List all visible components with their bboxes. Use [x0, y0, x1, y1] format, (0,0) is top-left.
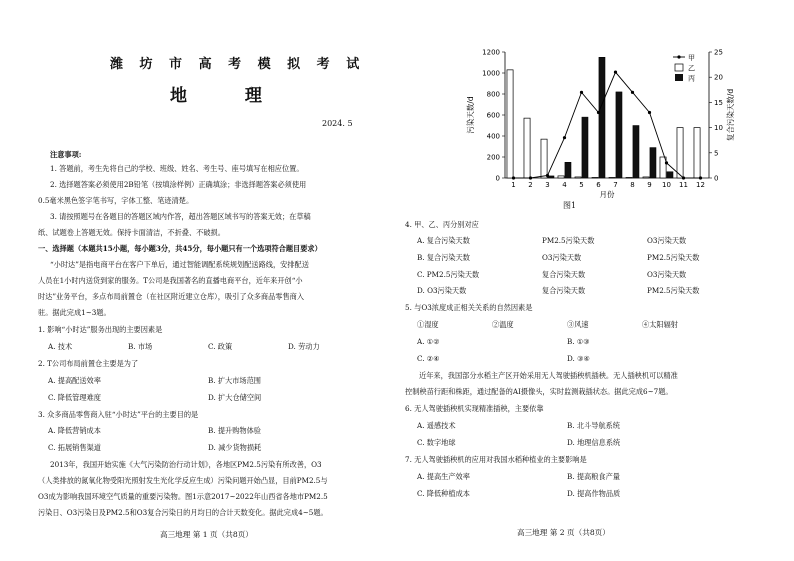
y2-tick-label: 20 [714, 73, 723, 82]
bar-bing [599, 57, 605, 178]
bar-yi [575, 177, 581, 178]
y2-tick-label: 5 [714, 149, 719, 158]
factor-item: ②温度 [492, 320, 514, 329]
y-tick-label: 200 [486, 153, 500, 162]
bar-yi [507, 70, 513, 178]
answer-option: C. 政策 [208, 342, 233, 351]
question-stem: 2. T公司布局前置仓主要是为了 [38, 359, 139, 368]
bar-bing [667, 172, 673, 178]
answer-option: 复合污染天数 [542, 286, 586, 295]
point-jia [580, 91, 583, 94]
exam-date: 2024. 5 [322, 119, 353, 128]
bar-yi [524, 118, 530, 178]
question-stem: 4. 甲、乙、丙分别对应 [405, 220, 479, 229]
answer-option: A. 复合污染天数 [417, 236, 470, 245]
notice-line: 纸、试题卷上答题无效。保持卡面清洁，不折叠、不破损。 [38, 228, 225, 237]
question-stem: 1. 影响“小时达”服务出现的主要因素是 [38, 325, 163, 334]
question-stem: 5. 与O3浓度成正相关关系的自然因素是 [405, 303, 533, 312]
y2-axis-title: 复合污染天数/d [726, 88, 735, 142]
y-tick-label: 0 [495, 174, 500, 183]
answer-option: A. ①② [417, 337, 440, 346]
bar-yi [541, 139, 547, 178]
answer-option: O3污染天数 [647, 236, 687, 245]
answer-option: A. 降低营销成本 [48, 426, 101, 435]
bar-yi [643, 177, 649, 178]
point-jia [614, 71, 617, 74]
passage-line: 污染日、O3污染日及PM2.5和O3复合污染日的月均日的合计天数变化。据此完成4~5题。 [38, 508, 328, 517]
notice-line: 2. 选择题答案必须使用2B铅笔（按填涂样例）正确填涂；非选择题答案必须使用 [50, 180, 307, 189]
answer-option: O3污染天数 [647, 270, 687, 279]
point-jia [682, 176, 685, 179]
question-stem: 7. 无人驾驶插秧机的应用对我国水稻种植业的主要影响是 [405, 455, 587, 464]
answer-option: C. 降低种植成本 [417, 489, 470, 498]
x-tick-label: 7 [613, 181, 618, 189]
answer-option: D. 减少货物损耗 [208, 443, 262, 452]
x-tick-label: 1 [511, 181, 516, 189]
answer-option: D. ③④ [567, 354, 590, 363]
y2-tick-label: 15 [714, 98, 723, 107]
point-jia [512, 176, 515, 179]
x-tick-label: 10 [662, 181, 671, 189]
legend-label-jia: 甲 [688, 54, 695, 62]
answer-option: D. 劳动力 [288, 342, 320, 351]
passage-line: 人员在1小时内送货到家的服务。T公司是我国著名的直播电商平台，近年来开创“小 [38, 276, 303, 285]
y-tick-label: 400 [486, 132, 500, 141]
answer-option: B. 市场 [128, 342, 153, 351]
factor-item: ①湿度 [417, 320, 439, 329]
answer-option: D. 地理信息系统 [567, 438, 621, 447]
y-tick-label: 1200 [482, 48, 500, 57]
y-tick-label: 1000 [482, 69, 500, 78]
passage-line: “小时达”是指电商平台在客户下单后，通过智能调配系统规划配送路线，安排配送 [50, 260, 309, 269]
notice-line: 3. 请按照题号在各题目的答题区域内作答，超出答题区域书写的答案无效；在草稿 [50, 212, 311, 221]
legend-label-bing: 丙 [688, 74, 695, 83]
x-tick-label: 4 [562, 181, 567, 189]
answer-option: 复合污染天数 [542, 270, 586, 279]
subject-title: 地 理 [170, 86, 288, 106]
bar-yi [694, 128, 700, 178]
point-jia [529, 176, 532, 179]
answer-option: C. PM2.5污染天数 [417, 270, 480, 279]
question-stem: 6. 无人驾驶插秧机实现精准插秧，主要依靠 [405, 404, 544, 413]
x-axis-title: 月份 [599, 190, 615, 199]
point-jia [699, 176, 702, 179]
answer-option: B. 扩大市场范围 [208, 376, 261, 385]
answer-option: PM2.5污染天数 [647, 253, 700, 262]
y2-tick-label: 25 [714, 48, 723, 57]
answer-option: C. 数字地球 [417, 438, 456, 447]
answer-option: B. 北斗导航系统 [567, 421, 620, 430]
y-tick-label: 600 [486, 111, 500, 120]
bar-bing [616, 92, 622, 178]
answer-option: B. 提升购物体验 [208, 426, 261, 435]
answer-option: B. 复合污染天数 [417, 253, 470, 262]
notice-line: 1. 答题前，考生先将自己的学校、班级、姓名、考生号、座号填写在相应位置。 [50, 164, 304, 173]
notice-line: 0.5毫米黑色签字笔书写，字体工整、笔迹清楚。 [38, 196, 194, 205]
figure-caption: 图1 [563, 201, 577, 210]
y-tick-label: 800 [486, 90, 500, 99]
y-axis-title: 污染天数/d [466, 96, 475, 134]
point-jia [631, 91, 634, 94]
point-jia [546, 174, 549, 177]
x-tick-label: 5 [579, 181, 584, 189]
bar-yi [626, 177, 632, 178]
answer-option: A. 技术 [48, 342, 73, 351]
passage-line: 时达”业务平台，多点布局前置仓（在社区附近建立仓库），吸引了众多商品零售商入 [38, 292, 305, 301]
answer-option: A. 提高生产效率 [417, 472, 470, 481]
answer-option: O3污染天数 [542, 253, 582, 262]
legend-swatch-bing [675, 74, 683, 81]
passage-line: O3成为影响我国环境空气质量的重要污染物。图1示意2017~2022年山西省各地市PM2.5 [38, 492, 328, 501]
exam-page-2 [397, 0, 794, 561]
page-footer: 高三地理 第 2 页（共8页） [517, 528, 610, 537]
factor-item: ③风速 [567, 320, 589, 329]
legend-label-yi: 乙 [688, 64, 695, 73]
bar-yi [592, 177, 598, 178]
answer-option: D. O3污染天数 [417, 286, 467, 295]
passage-line: 2013年，我国开始实施《大气污染防治行动计划》，各地区PM2.5污染有所改善，O3 [50, 460, 322, 469]
answer-option: A. 提高配送效率 [48, 376, 101, 385]
notice-heading: 注意事项: [50, 150, 82, 159]
answer-option: PM2.5污染天数 [542, 236, 595, 245]
x-tick-label: 3 [545, 181, 550, 189]
bar-bing [650, 148, 656, 178]
exam-title: 潍 坊 市 高 考 模 拟 考 试 [110, 57, 366, 72]
answer-option: C. ②④ [417, 354, 440, 363]
bar-yi [609, 177, 615, 178]
passage-line: 驻。据此完成1~3题。 [38, 308, 111, 317]
answer-option: PM2.5污染天数 [647, 286, 700, 295]
passage-line: 近年来，我国部分水稻主产区开始采用无人驾驶插秧机插秧。无人插秧机可以精准 [419, 371, 678, 380]
point-jia [597, 111, 600, 114]
answer-option: C. 降低管理难度 [48, 393, 101, 402]
pollution-chart [461, 44, 761, 212]
x-tick-label: 2 [528, 181, 533, 189]
passage-line: 控制秧苗行距和株距，通过配备的AI摄像头，实时监测栽插状态。据此完成6~7题。 [405, 387, 673, 396]
bar-yi [558, 176, 564, 178]
section-heading: 一、选择题（本题共15小题，每小题3分，共45分，每小题只有一个选项符合题目要求） [38, 244, 322, 253]
point-jia [563, 136, 566, 139]
legend-marker-jia [677, 55, 680, 58]
x-tick-label: 8 [630, 181, 635, 189]
answer-option: B. 提高粮食产量 [567, 472, 620, 481]
answer-option: A. 遥感技术 [417, 421, 456, 430]
page-footer: 高三地理 第 1 页（共8页） [160, 530, 253, 539]
bar-yi [677, 128, 683, 178]
point-jia [648, 111, 651, 114]
passage-line: （人类排放的氮氧化物受阳光照射发生光化学反应生成）污染问题开始凸显，目前PM2.5与 [38, 476, 328, 485]
y2-tick-label: 0 [714, 174, 719, 183]
legend-swatch-yi [675, 64, 683, 71]
answer-option: D. 扩大仓储空间 [208, 393, 262, 402]
question-stem: 3. 众多商品零售商入驻“小时达”平台的主要目的是 [38, 410, 199, 419]
x-tick-label: 6 [596, 181, 601, 189]
y2-tick-label: 10 [714, 124, 723, 133]
x-tick-label: 11 [679, 181, 688, 189]
answer-option: C. 拓展销售渠道 [48, 443, 101, 452]
bar-bing [582, 117, 588, 178]
answer-option: D. 提高作物品质 [567, 489, 621, 498]
x-tick-label: 9 [647, 181, 652, 189]
x-tick-label: 12 [696, 181, 705, 189]
factor-item: ④太阳辐射 [642, 320, 678, 329]
bar-bing [633, 126, 639, 179]
answer-option: B. ①③ [567, 337, 590, 346]
bar-bing [565, 162, 571, 178]
point-jia [665, 161, 668, 164]
